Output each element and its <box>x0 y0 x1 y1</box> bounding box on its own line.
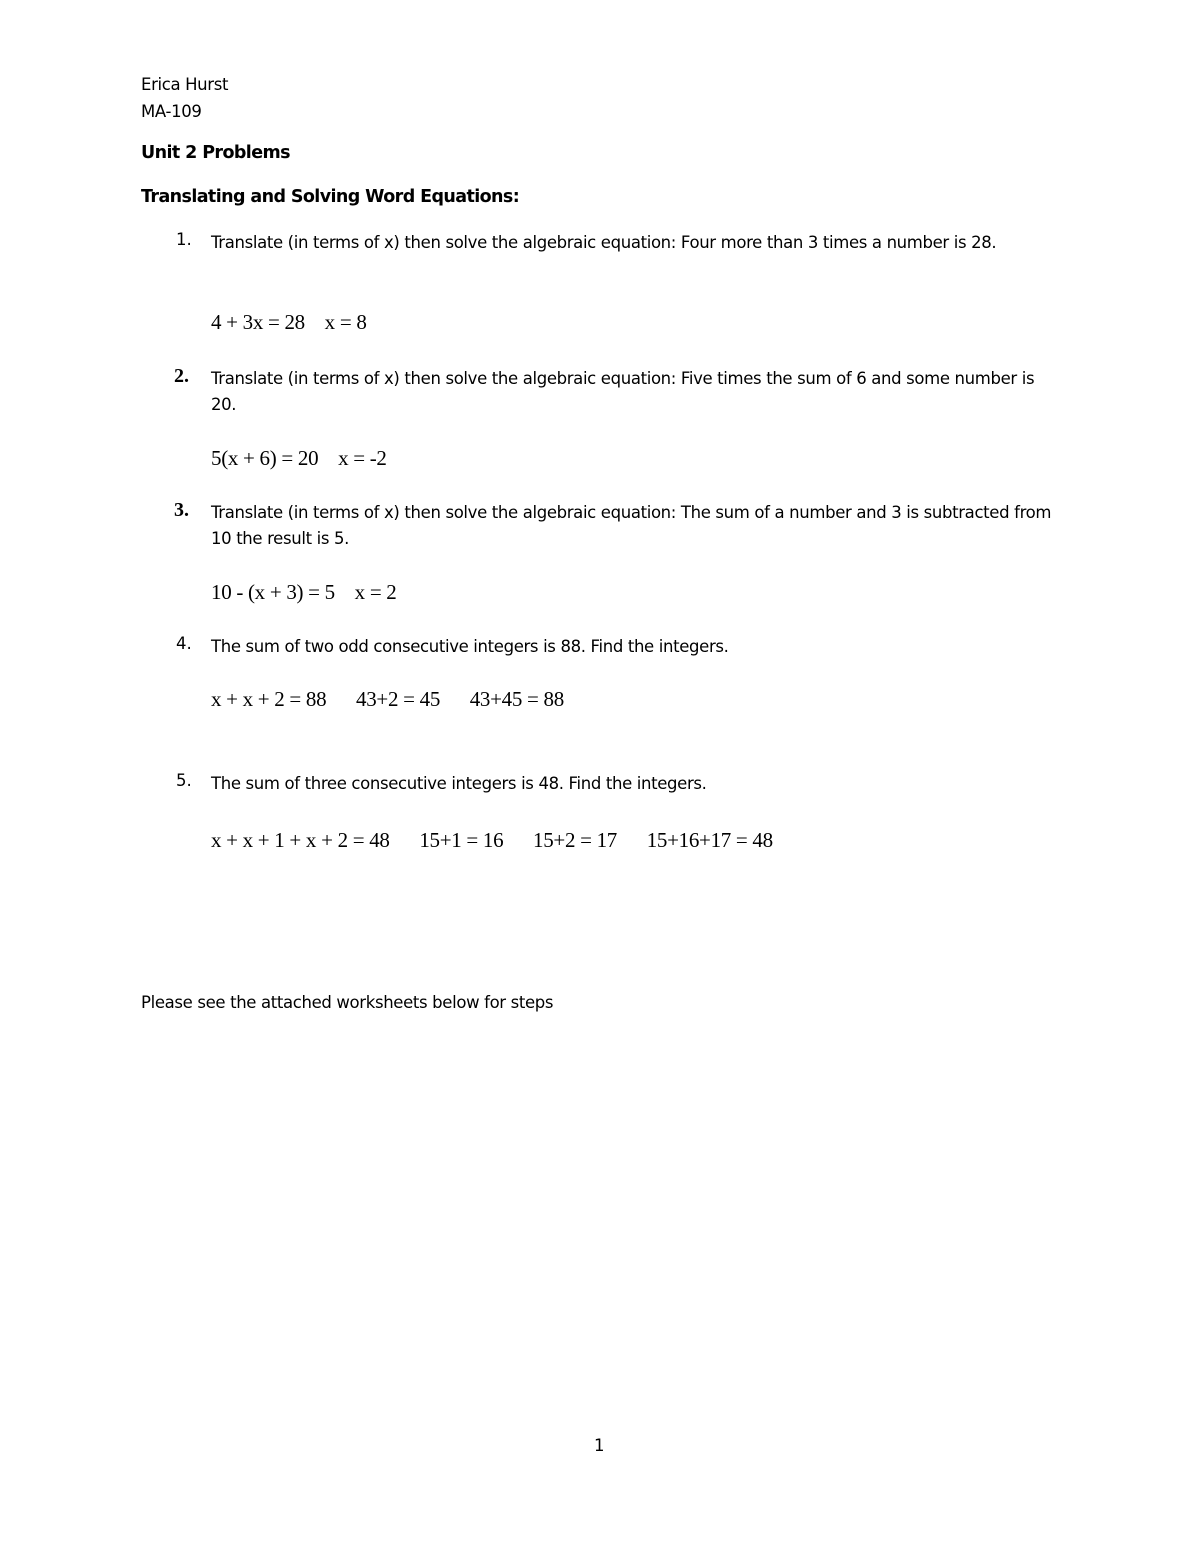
problem-answer: 10 - (x + 3) = 5 x = 2 <box>211 580 397 604</box>
author-name: Erica Hurst <box>141 75 229 94</box>
document-title: Unit 2 Problems <box>141 143 290 163</box>
problem-question: Translate (in terms of x) then solve the algebraic equation: The sum of a number and 3 is subtracted from 10 the result is 5. <box>211 503 1052 548</box>
problem-question: The sum of two odd consecutive integers is 88. Find the integers. <box>211 637 729 656</box>
problem-answer: x + x + 2 = 88 43+2 = 45 43+45 = 88 <box>211 687 564 711</box>
section-heading: Translating and Solving Word Equations: <box>141 187 520 207</box>
problem-answer: x + x + 1 + x + 2 = 48 15+1 = 16 15+2 = 17 15+16+17 = 48 <box>211 828 773 852</box>
problem-question: Translate (in terms of x) then solve the algebraic equation: Four more than 3 times a number is 28. <box>211 233 997 252</box>
problem-number: 3. <box>174 499 189 521</box>
problem-number: 4. <box>176 634 192 653</box>
course-code: MA-109 <box>141 102 202 121</box>
page-number: 1 <box>594 1436 605 1455</box>
footer-note: Please see the attached worksheets below for steps <box>141 993 554 1012</box>
problem-number: 1. <box>176 230 192 249</box>
problem-question: Translate (in terms of x) then solve the algebraic equation: Five times the sum of 6 and some number is 20. <box>211 369 1035 414</box>
problem-number: 2. <box>174 365 189 387</box>
problem-answer: 5(x + 6) = 20 x = -2 <box>211 446 387 470</box>
problem-question: The sum of three consecutive integers is 48. Find the integers. <box>211 774 707 793</box>
problem-number: 5. <box>176 771 192 790</box>
problem-answer: 4 + 3x = 28 x = 8 <box>211 310 367 334</box>
